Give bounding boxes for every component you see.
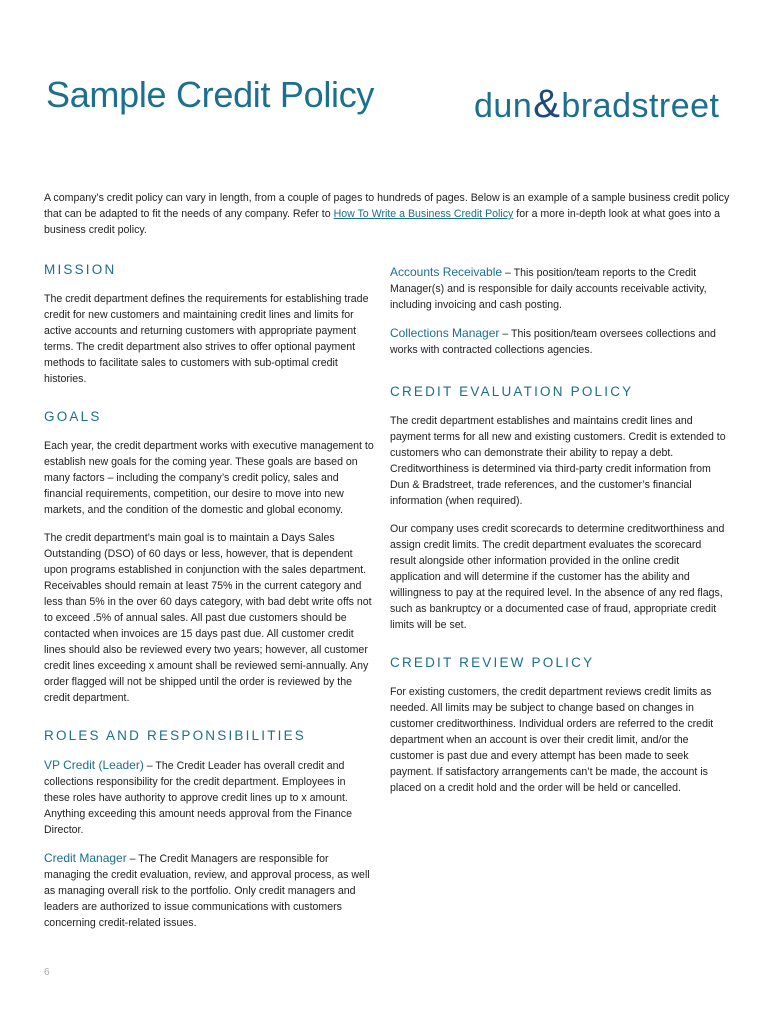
logo-part-bradstreet: bradstreet — [561, 87, 720, 125]
collections-manager-text: – This position/team oversees collections and works with contracted collections agencies. — [390, 328, 716, 356]
collections-manager-role — [390, 325, 730, 358]
credit-evaluation-section — [390, 384, 730, 633]
goals-heading: GOALS — [44, 409, 102, 424]
right-column — [390, 264, 730, 818]
credit-evaluation-heading: CREDIT EVALUATION POLICY — [390, 384, 634, 399]
logo-ampersand: & — [533, 82, 561, 126]
credit-manager-title: Credit Manager — [44, 851, 127, 865]
logo-part-dun: dun — [474, 87, 533, 125]
credit-manager-role — [44, 850, 374, 931]
roles-section — [44, 728, 374, 931]
accounts-receivable-title: Accounts Receivable — [390, 265, 503, 279]
page-number: 6 — [44, 967, 50, 978]
credit-review-paragraph: For existing customers, the credit department reviews credit limits as needed. All limits may be subject to change based on changes in customer creditworthiness. Individual orders are referred to the credit department when an account is over their credit limit, and/or the customer is past due and every attempt has been made to seek payment. If satisfactory arrangements can’t be made, the account is placed on a credit hold and the order will be held or cancelled. — [390, 686, 714, 794]
goals-section — [44, 409, 374, 706]
goals-paragraph-1: Each year, the credit department works with executive management to establish new goals for the coming year. These goals are based on many factors – including the company’s credit policy, sales and financial requirements, competition, our desire to move into new markets, and the condition of the domestic and global economy. — [44, 440, 374, 516]
collections-manager-title: Collections Manager — [390, 326, 500, 340]
intro-text-after: for a more in-depth look at what goes into a business credit policy. — [44, 208, 721, 236]
vp-credit-role — [44, 757, 374, 838]
credit-review-section — [390, 655, 730, 796]
goals-paragraph-2: The credit department’s main goal is to maintain a Days Sales Outstanding (DSO) of 60 days or less, however, that is dependent upon programs established in conjunction with the sales department. Receivables should remain at least 75% in the current category and less than 5% in the over 60 days category, with bad debt write offs not to exceed .5% of annual sales. All past due customers should be contacted when invoices are 15 days past due. All customer credit lines should also be reviewed every two years; however, all customer credit lines exceeding x amount shall be reviewed semi-annually. Any order flagged will not be shipped until the order is reviewed by the credit department. — [44, 532, 372, 704]
intro-text-before: A company’s credit policy can vary in length, from a couple of pages to hundreds of pages. Below is an example of a sample business credit policy that can be adapted to fit the needs of any company. Refer to — [44, 192, 730, 220]
credit-manager-text: – The Credit Managers are responsible for managing the credit evaluation, review, and approval process, as well as managing overall risk to the portfolio. Only credit managers and leaders are authorized to issue communications with customers concerning credit-related issues. — [44, 853, 370, 929]
vp-credit-title: VP Credit (Leader) — [44, 758, 144, 772]
write-credit-policy-link[interactable]: How To Write a Business Credit Policy — [333, 208, 514, 220]
accounts-receivable-role — [390, 264, 730, 313]
credit-review-heading: CREDIT REVIEW POLICY — [390, 655, 595, 670]
dun-bradstreet-logo — [474, 82, 720, 127]
mission-text: The credit department defines the requirements for establishing trade credit for new customers and maintaining credit lines and limits for active accounts and returning customers with appropriate payment terms. The credit department also strives to offer optional payment methods to facilitate sales to customers with sub-optimal credit histories. — [44, 293, 369, 385]
left-column — [44, 262, 374, 953]
vp-credit-text: – The Credit Leader has overall credit and collections responsibility for the credit department. Employees in these roles have authority to approve credit lines up to x amount. Anything exceeding this amount needs approval from the Finance Director. — [44, 760, 352, 836]
accounts-receivable-text: – This position/team reports to the Credit Manager(s) and is responsible for daily accounts receivable activity, including invoicing and cash posting. — [390, 267, 707, 311]
mission-heading: MISSION — [44, 262, 117, 277]
roles-heading: ROLES AND RESPONSIBILITIES — [44, 728, 307, 743]
intro-paragraph — [44, 190, 734, 238]
credit-evaluation-paragraph-2: Our company uses credit scorecards to determine creditworthiness and assign credit limits. The credit department evaluates the scorecard result alongside other information provided in the online credit application and will determine if the customer has the ability and willingness to pay at the required level. In the absence of any red flags, such as bankruptcy or a documented case of fraud, appropriate credit limits will be set. — [390, 523, 725, 631]
mission-section — [44, 262, 374, 387]
page-title: Sample Credit Policy — [46, 74, 375, 115]
credit-evaluation-paragraph-1: The credit department establishes and maintains credit lines and payment terms for all new and existing customers. Credit is extended to customers who can demonstrate their ability to repay a debt. Creditworthiness is determined via third-party credit information from Dun & Bradstreet, trade references, and the customer’s financial information (when required). — [390, 415, 726, 507]
